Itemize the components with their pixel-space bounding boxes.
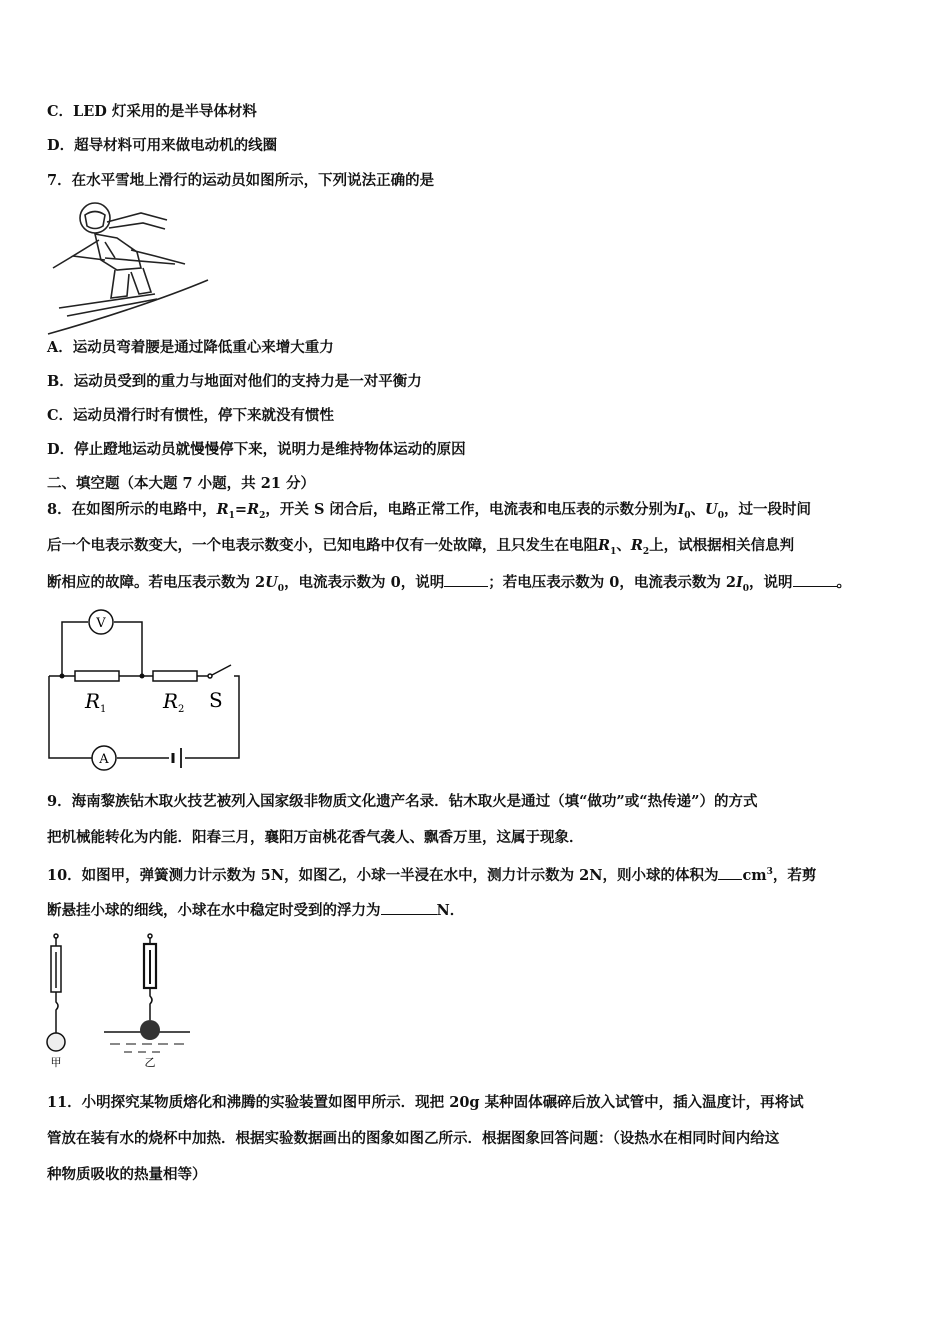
skier-figure (45, 198, 215, 336)
question-9-line-1: 9．海南黎族钻木取火技艺被列入国家级非物质文化遗产名录．钻木取火是通过（填“做功”或“热传递”）的方式 (47, 793, 758, 810)
question-8-line-3: 断相应的故障。若电压表示数为 $2U_0$，电流表示数为 0，说明 ；若电压表示数为 0，电流表示数为 $2I_0$，说明 。 (47, 574, 852, 594)
voltmeter-label: V (96, 616, 106, 631)
figure-jia-label: 甲 (50, 1056, 62, 1069)
question-10-line-1: 10．如图甲，弹簧测力计示数为 5N，如图乙，小球一半浸在水中，测力计示数为 2N，则小球的体积为 $cm^3$，若剪 (47, 866, 817, 884)
resistor-r2-subscript: 2 (178, 704, 185, 715)
option-6c: C．LED 灯采用的是半导体材料 (47, 103, 257, 120)
answer-blank[interactable] (718, 865, 742, 880)
question-10-line-2: 断悬挂小球的细线，小球在水中稳定时受到的浮力为 N． (47, 902, 465, 919)
option-7a: A．运动员弯着腰是通过降低重心来增大重力 (47, 339, 334, 356)
question-8-line-1: 8．在如图所示的电路中，$R_1=R_2$，开关 S 闭合后，电路正常工作，电流表和电压表的示数分别为$I_0$、$U_0$，过一段时间 (47, 501, 811, 521)
question-11-line-2: 管放在装有水的烧杯中加热．根据实验数据画出的图象如图乙所示．根据图象回答问题：（设热水在相同时间内给这 (47, 1130, 780, 1147)
question-8-line-2: 后一个电表示数变大，一个电表示数变小，已知电路中仅有一处故障，且只发生在电阻$R_1$、$R_2$上，试根据相关信息判 (47, 537, 795, 557)
section-heading: 二、填空题（本大题 7 小题，共 21 分） (47, 475, 315, 492)
circuit-diagram (45, 608, 250, 778)
option-7c: C．运动员滑行时有惯性，停下来就没有惯性 (47, 407, 335, 424)
ammeter-label: A (99, 752, 109, 767)
question-7-stem: 7．在水平雪地上滑行的运动员如图所示，下列说法正确的是 (47, 172, 435, 189)
question-9-line-2: 把机械能转化为内能．阳春三月，襄阳万亩桃花香气袭人、飘香万里，这属于现象． (47, 829, 584, 846)
spring-scale-figure (40, 932, 200, 1072)
answer-blank[interactable] (381, 900, 437, 915)
resistor-r1-label: R (85, 689, 101, 713)
answer-blank[interactable] (793, 572, 837, 587)
question-11-line-1: 11．小明探究某物质熔化和沸腾的实验装置如图甲所示．现把 20g 某种固体碾碎后放入试管中，插入温度计，再将试 (47, 1094, 804, 1111)
switch-label: S (209, 688, 223, 712)
resistor-r1-subscript: 1 (100, 704, 107, 715)
answer-blank[interactable] (444, 572, 488, 587)
question-11-line-3: 种物质吸收的热量相等） (47, 1166, 207, 1183)
option-7b: B．运动员受到的重力与地面对他们的支持力是一对平衡力 (47, 373, 422, 390)
option-6d: D．超导材料可用来做电动机的线圈 (47, 137, 278, 154)
resistor-r2-label: R (163, 689, 179, 713)
option-7d: D．停止蹬地运动员就慢慢停下来，说明力是维持物体运动的原因 (47, 441, 466, 458)
figure-yi-label: 乙 (144, 1056, 156, 1069)
